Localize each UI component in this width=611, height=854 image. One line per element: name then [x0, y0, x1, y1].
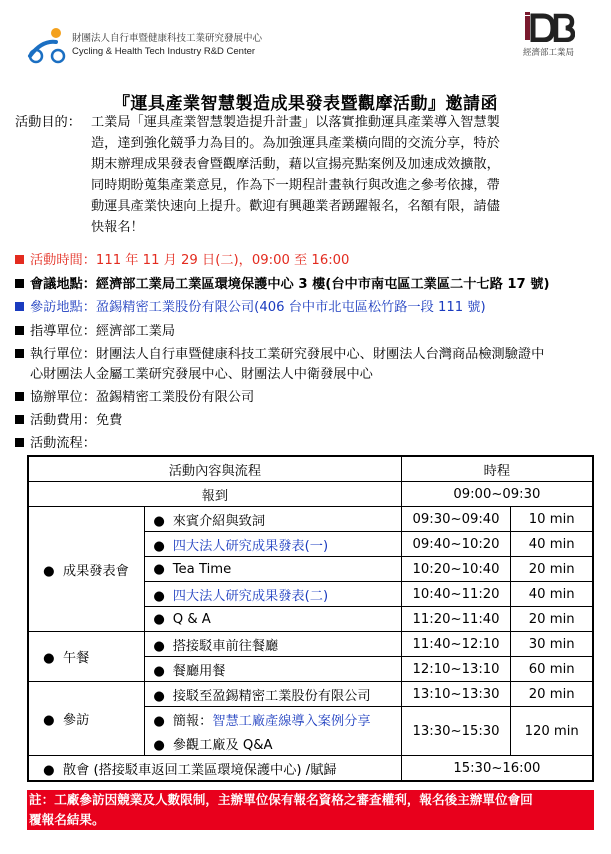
- agenda-item: ● 四大法人研究成果發表(一): [145, 532, 402, 557]
- square-bullet-icon: [15, 326, 24, 335]
- table-row: [28, 682, 593, 707]
- agenda-duration: 20 min: [511, 557, 593, 582]
- group-visit: ● 參訪: [28, 682, 145, 756]
- table-row: [28, 632, 593, 657]
- checkin: 報到: [28, 482, 401, 507]
- org-name-en: Cycling & Health Tech Industry R&D Center: [72, 46, 256, 57]
- supervising-unit: 指導單位：經濟部工業局: [15, 320, 175, 339]
- group-lunch: ● 午餐: [28, 632, 145, 682]
- checkin-time: 09:00~09:30: [401, 482, 593, 507]
- header-time: 時程: [401, 456, 593, 482]
- square-bullet-icon: [15, 438, 24, 447]
- registration-note: 註：工廠參訪因競業及人數限制，主辦單位保有報名資格之審查權利，報名後主辦單位會回 覆報名結果。: [27, 790, 594, 830]
- event-flow-label: 活動流程：: [15, 432, 96, 451]
- agenda-duration: 40 min: [511, 582, 593, 607]
- square-bullet-icon: [15, 392, 24, 401]
- purpose-line: 動運具產業快速向上提升。歡迎有興趣業者踴躍報名，名額有限，請儘: [91, 199, 500, 214]
- agenda-duration: 20 min: [511, 682, 593, 707]
- table-row: [28, 482, 593, 507]
- cycling-center-logo-icon: [26, 26, 68, 64]
- agenda-duration: 10 min: [511, 507, 593, 532]
- purpose-line: 造，達到強化競爭力為目的。為加強運具產業橫向間的交流分享，特於: [91, 136, 500, 151]
- square-bullet-icon: [15, 255, 24, 264]
- event-time: 活動時間：111 年 11 月 29 日(二)，09:00 至 16:00: [15, 249, 349, 268]
- agenda-item: ● 參觀工廠及 Q&A: [145, 731, 402, 756]
- executing-units-cont: 心財團法人金屬工業研究發展中心、財團法人中衛發展中心: [30, 367, 373, 382]
- venue-location: 會議地點：經濟部工業局工業區環境保護中心 3 樓(台中市南屯區工業區二十七路 17 號): [15, 273, 550, 292]
- purpose-line: 工業局「運具產業智慧製造提升計畫」以落實推動運具產業導入智慧製: [91, 115, 500, 130]
- executing-units: 執行單位：財團法人自行車暨健康科技工業研究發展中心、財團法人台灣商品檢測驗證中: [15, 343, 544, 362]
- agenda-time: 09:30~09:40: [401, 507, 511, 532]
- header-content: 活動內容與流程: [28, 456, 401, 482]
- purpose-body: [91, 112, 591, 238]
- purpose-line: 期末辦理成果發表會暨觀摩活動，藉以宣揚亮點案例及加速成效擴散，: [91, 157, 500, 172]
- table-header-row: [28, 456, 593, 482]
- square-bullet-icon: [15, 279, 24, 288]
- agenda-time: 13:30~15:30: [401, 707, 511, 756]
- agenda-item: ● Tea Time: [145, 557, 402, 582]
- agenda-duration: 40 min: [511, 532, 593, 557]
- purpose-line: 快報名！: [91, 220, 144, 235]
- table-row: [28, 507, 593, 532]
- org-name-cn: 財團法人自行車暨健康科技工業研究發展中心: [72, 33, 263, 44]
- agenda-time: 09:40~10:20: [401, 532, 511, 557]
- page-title: 『運具產業智慧製造成果發表暨觀摩活動』邀請函: [113, 94, 498, 114]
- agenda-duration: 30 min: [511, 632, 593, 657]
- visit-location: 參訪地點：盈錫精密工業股份有限公司(406 台中市北屯區松竹路一段 111 號): [15, 296, 486, 315]
- agenda-duration: 60 min: [511, 657, 593, 682]
- agenda-time: 12:10~13:10: [401, 657, 511, 682]
- agenda-item: ● 接駁至盈錫精密工業股份有限公司: [145, 682, 402, 707]
- agenda-time: 11:20~11:40: [401, 607, 511, 632]
- idb-logo-icon: [523, 12, 575, 42]
- square-bullet-icon: [15, 415, 24, 424]
- agenda-time: 10:20~10:40: [401, 557, 511, 582]
- purpose-line: 同時期盼蒐集產業意見，作為下一期程計畫執行與改進之參考依據，帶: [91, 178, 500, 193]
- agenda-duration: 120 min: [511, 707, 593, 756]
- group-closing: ● 散會 (搭接駁車返回工業區環境保護中心) /賦歸: [28, 756, 401, 782]
- agenda-item: ● 餐廳用餐: [145, 657, 402, 682]
- agenda-item: ● 四大法人研究成果發表(二): [145, 582, 402, 607]
- agenda-duration: 20 min: [511, 607, 593, 632]
- co-organizer: 協辦單位：盈錫精密工業股份有限公司: [15, 386, 254, 405]
- closing-time: 15:30~16:00: [401, 756, 593, 782]
- agenda-item: ● 來賓介紹與致詞: [145, 507, 402, 532]
- schedule-table: [27, 455, 594, 782]
- square-bullet-icon: [15, 349, 24, 358]
- agenda-time: 13:10~13:30: [401, 682, 511, 707]
- event-fee: 活動費用：免費: [15, 409, 122, 428]
- group-presentation: ● 成果發表會: [28, 507, 145, 632]
- purpose-label: 活動目的：: [15, 115, 81, 130]
- agenda-time: 10:40~11:20: [401, 582, 511, 607]
- agenda-item: ● 搭接駁車前往餐廳: [145, 632, 402, 657]
- moea-name: 經濟部工業局: [523, 48, 575, 58]
- agenda-time: 11:40~12:10: [401, 632, 511, 657]
- square-bullet-icon: [15, 302, 24, 311]
- agenda-item: ● 簡報：智慧工廠產線導入案例分享: [145, 707, 402, 732]
- table-row: [28, 756, 593, 782]
- agenda-item: ● Q & A: [145, 607, 402, 632]
